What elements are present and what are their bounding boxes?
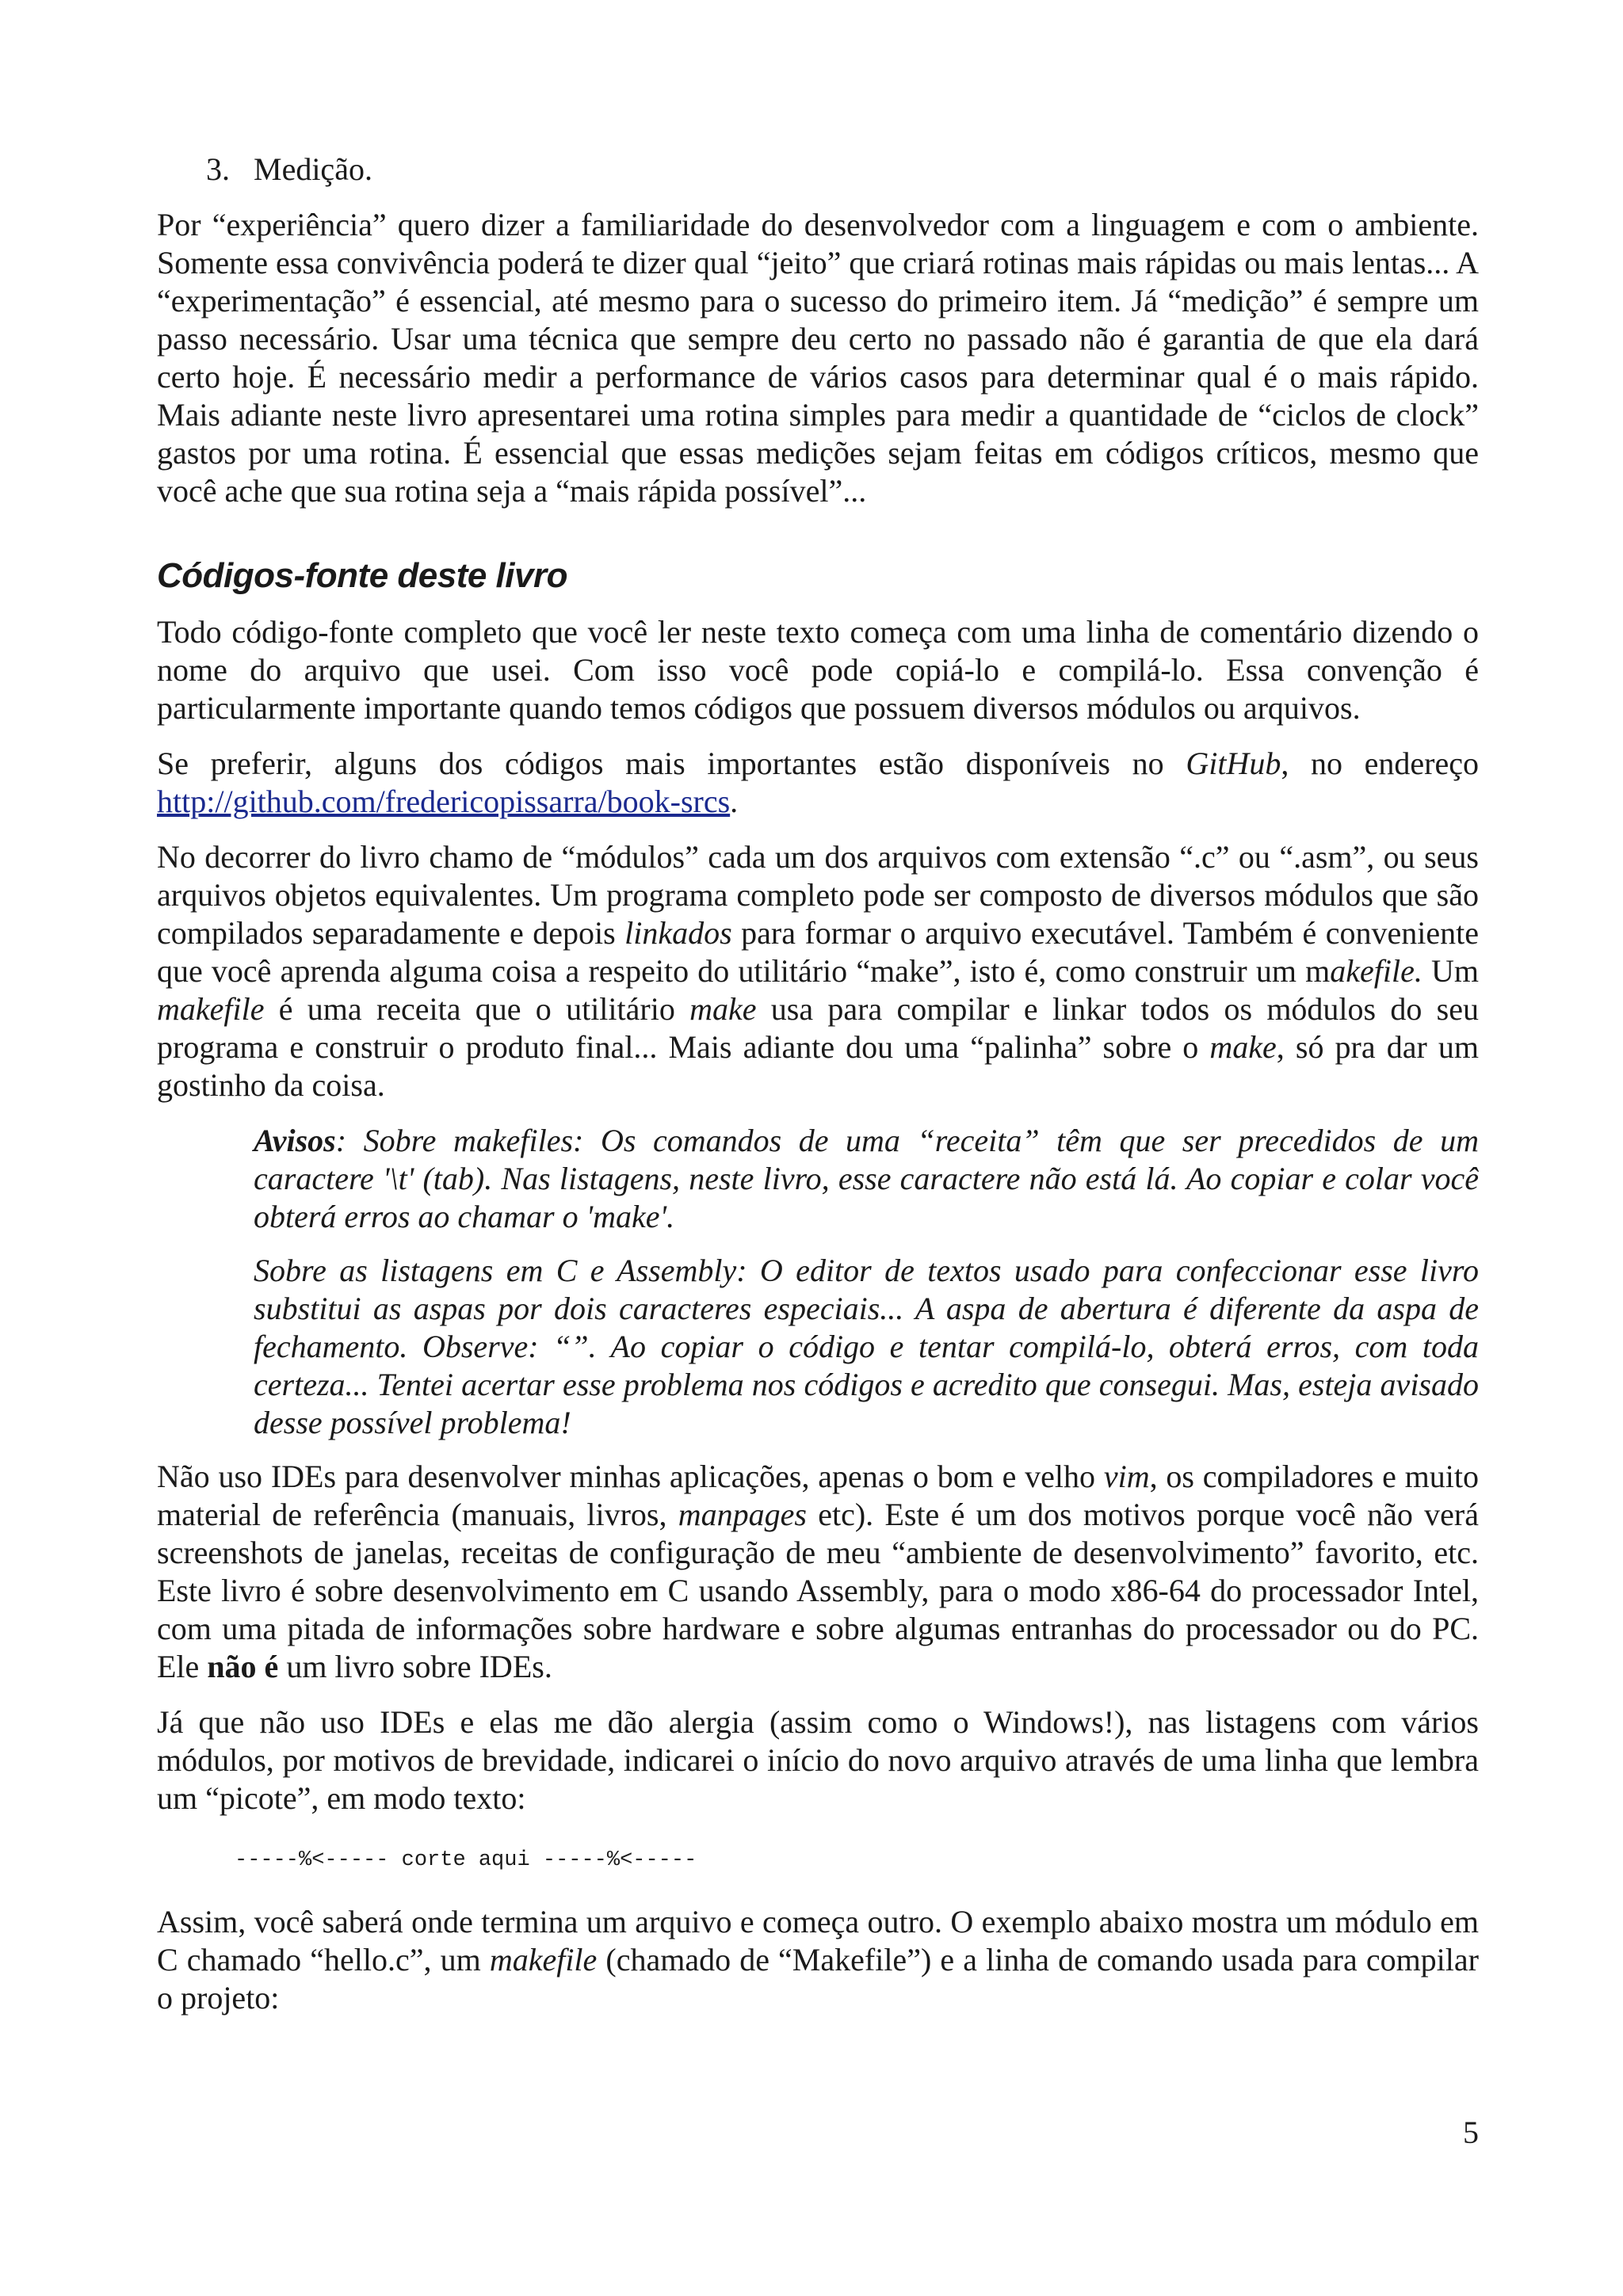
text: Se preferir, alguns dos códigos mais importantes estão disponíveis no — [157, 746, 1186, 781]
emphasis: makefile — [489, 1942, 598, 1978]
list-item-text: Medição. — [254, 151, 372, 187]
emphasis: vim — [1103, 1459, 1150, 1494]
text: , os compiladores e muito material de referência (manuais, livros, — [157, 1459, 1479, 1532]
paragraph-experience: Por “experiência” quero dizer a familiaridade do desenvolvedor com a linguagem e com o ambiente. Somente essa convivência poderá te dizer qual “jeito” que criará rotinas mais rápidas ou mais lentas... A “experimentação” é essencial, até mesmo para o sucesso do primeiro item. Já “medição” é sempre um passo necessário. Usar uma técnica que sempre deu certo no passado não é garantia de que ela dará certo hoje. É necessário medir a performance de vários casos para determinar qual é o mais rápido. Mais adiante neste livro apresentarei uma rotina simples para medir a quantidade de “ciclos de clock” gastos por uma rotina. É essencial que essas medições sejam feitas em códigos críticos, mesmo que você ache que sua rotina seja a “mais rápida possível”... — [157, 207, 1479, 509]
notice-makefiles — [254, 1122, 1479, 1236]
text: Assim, você saberá onde termina um arquivo e começa outro. O exemplo abaixo mostra um módulo em C chamado “hello.c”, um — [157, 1904, 1479, 1978]
text: um livro sobre IDEs. — [278, 1649, 552, 1684]
text: , no endereço — [1281, 746, 1479, 781]
text: : Sobre makefiles: Os comandos de uma “receita” têm que ser precedidos de um caractere '\t' (tab). Nas listagens, neste livro, esse caractere não está lá. Ao copiar e colar você obterá erros ao chamar o 'make'. — [254, 1123, 1479, 1234]
section-heading: Códigos-fonte deste livro — [157, 556, 567, 595]
text: Não uso IDEs para desenvolver minhas aplicações, apenas o bom e velho — [157, 1459, 1104, 1494]
paragraph-source-code: Todo código-fonte completo que você ler neste texto começa com uma linha de comentário dizendo o nome do arquivo que usei. Com isso você pode copiá-lo e compilá-lo. Essa convenção é particularmente importante quando temos códigos que possuem diversos módulos ou arquivos. — [157, 614, 1479, 726]
paragraph-github — [157, 745, 1479, 821]
text: , só pra dar um gostinho da coisa. — [157, 1029, 1479, 1103]
bold-text: não é — [207, 1649, 279, 1684]
paragraph-no-ides — [157, 1458, 1479, 1686]
emphasis: make — [1209, 1029, 1277, 1065]
paragraph-modules — [157, 838, 1479, 1104]
paragraph-example — [157, 1903, 1479, 2017]
warning-notice — [254, 1122, 1479, 1442]
github-name: GitHub — [1186, 746, 1281, 781]
text: é uma receita que o utilitário — [264, 991, 690, 1027]
notice-quotes: Sobre as listagens em C e Assembly: O editor de textos usado para confeccionar esse livro substitui as aspas por dois caracteres especiais... A aspa de abertura é diferente da aspa de fechamento. Observe: “”. Ao copiar o código e tentar compilá-lo, obterá erros, com toda certeza... Tentei acertar esse problema nos códigos e acredito que consegui. Mas, esteja avisado desse possível problema! — [254, 1253, 1479, 1440]
paragraph-picote: Já que não uso IDEs e elas me dão alergia (assim como o Windows!), nas listagens com vários módulos, por motivos de brevidade, indicarei o início do novo arquivo através de uma linha que lembra um “picote”, em modo texto: — [157, 1704, 1479, 1816]
emphasis: linkados — [624, 915, 732, 951]
emphasis: make — [689, 991, 757, 1027]
github-link[interactable]: http://github.com/fredericopissarra/book-srcs — [157, 784, 731, 819]
text: usa para compilar e linkar todos os módulos do seu programa e construir o produto final... Mais adiante dou uma “palinha” sobre o — [157, 991, 1479, 1065]
page-number: 5 — [1463, 2115, 1479, 2150]
text: etc). Este é um dos motivos porque você não verá screenshots de janelas, receitas de configuração de meu “ambiente de desenvolvimento” favorito, etc. Este livro é sobre desenvolvimento em C usando Assembly, para o modo x86-64 do processador Intel, com uma pitada de informações sobre hardware e sobre algumas entranhas do processador ou do PC. Ele — [157, 1497, 1479, 1684]
emphasis: makefile — [157, 991, 265, 1027]
page-body — [157, 151, 1479, 2035]
text: para formar o arquivo executável. Também é conveniente que você aprenda alguma coisa a respeito do utilitário “make”, isto é, como construir um m — [157, 915, 1479, 989]
notice-label: Avisos — [254, 1123, 336, 1158]
list-item-number: 3. — [206, 151, 230, 187]
emphasis: manpages — [678, 1497, 807, 1532]
text: (chamado de “Makefile”) e a linha de comando usada para compilar o projeto: — [157, 1942, 1479, 2016]
emphasis: akefile. — [1330, 953, 1423, 989]
code-separator-line: -----%<----- corte aqui -----%<----- — [235, 1848, 697, 1872]
list-item — [157, 151, 1479, 189]
text: . — [730, 784, 739, 819]
text: No decorrer do livro chamo de “módulos” cada um dos arquivos com extensão “.c” ou “.asm”, ou seus arquivos objetos equivalentes. Um programa completo pode ser composto de diversos módulos que são compilados separadamente e depois — [157, 839, 1479, 951]
text: Um — [1422, 953, 1480, 989]
